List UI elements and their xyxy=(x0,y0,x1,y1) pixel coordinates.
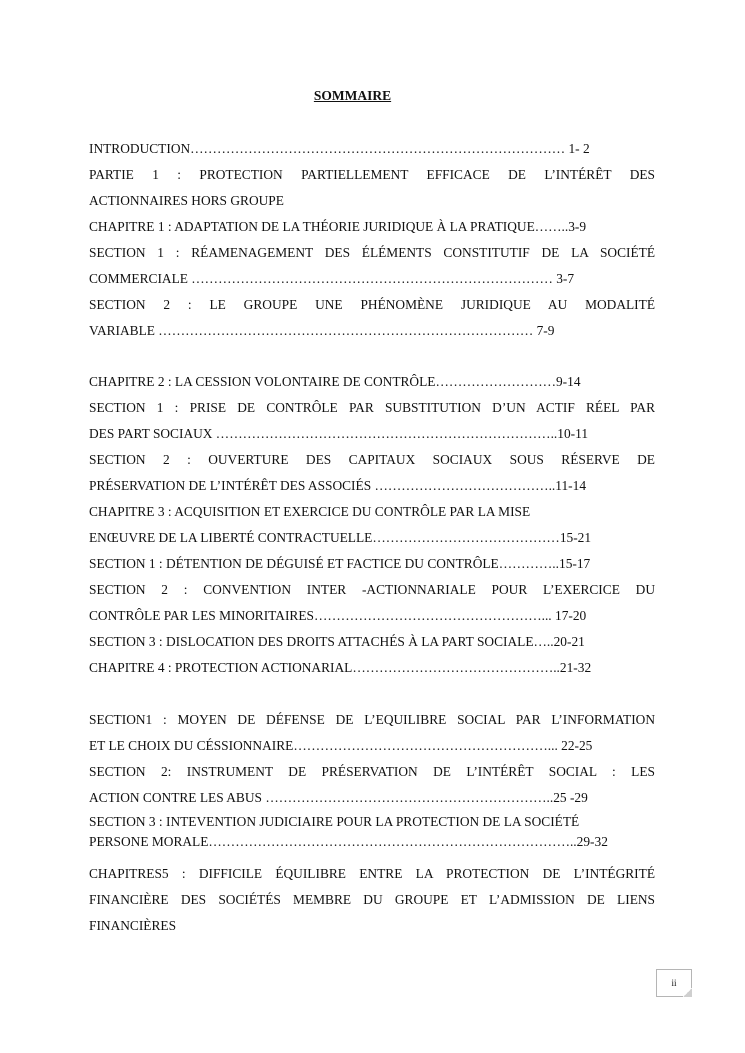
toc-line: SECTION 2 : OUVERTURE DES CAPITAUX SOCIAUX SOUS RÉSERVE DE xyxy=(89,452,655,467)
toc-line: PRÉSERVATION DE L’INTÉRÊT DES ASSOCIÉS …………………………………..11-14 xyxy=(89,478,587,493)
page-fold-corner xyxy=(683,988,692,997)
toc-line: SECTION 1 : DÉTENTION DE DÉGUISÉ ET FACTICE DU CONTRÔLE…………..15-17 xyxy=(89,556,591,571)
toc-line: SECTION 3 : DISLOCATION DES DROITS ATTACHÉS À LA PART SOCIALE…..20-21 xyxy=(89,634,585,649)
toc-line: VARIABLE ………………………………………………………………………… 7-9 xyxy=(89,323,555,338)
toc-line: CHAPITRE 3 : ACQUISITION ET EXERCICE DU CONTRÔLE PAR LA MISE xyxy=(89,504,531,519)
toc-line: SECTION1 : MOYEN DE DÉFENSE DE L’EQUILIBRE SOCIAL PAR L’INFORMATION xyxy=(89,712,655,727)
toc-line: ENŒUVRE DE LA LIBERTÉ CONTRACTUELLE……………………………………15-21 xyxy=(89,530,592,545)
toc-line: CHAPITRE 4 : PROTECTION ACTIONARIAL………………………………………..21-32 xyxy=(89,660,592,675)
toc-line: ACTIONNAIRES HORS GROUPE xyxy=(89,193,284,208)
toc-line: SECTION 2: INSTRUMENT DE PRÉSERVATION DE L’INTÉRÊT SOCIAL : LES xyxy=(89,764,655,779)
toc-line: CHAPITRE 1 : ADAPTATION DE LA THÉORIE JURIDIQUE À LA PRATIQUE……..3-9 xyxy=(89,219,587,234)
toc-line: SECTION 1 : PRISE DE CONTRÔLE PAR SUBSTITUTION D’UN ACTIF RÉEL PAR xyxy=(89,400,655,415)
toc-line: PARTIE 1 : PROTECTION PARTIELLEMENT EFFICACE DE L’INTÉRÊT DES xyxy=(89,167,655,182)
toc-line: SECTION 1 : RÉAMENAGEMENT DES ÉLÉMENTS CONSTITUTIF DE LA SOCIÉTÉ xyxy=(89,245,655,260)
toc-line: CHAPITRE 2 : LA CESSION VOLONTAIRE DE CONTRÔLE………………………9-14 xyxy=(89,374,581,389)
page-number-box xyxy=(656,969,692,997)
toc-line: FINANCIÈRE DES SOCIÉTÉS MEMBRE DU GROUPE ET L’ADMISSION DE LIENS xyxy=(89,892,655,907)
page-number: ii xyxy=(671,978,677,988)
toc-line: PERSONE MORALE………………………………………………………………………..29-32 xyxy=(89,834,608,849)
toc-line: ACTION CONTRE LES ABUS ………………………………………………………..25 -29 xyxy=(89,790,588,805)
toc-line: SECTION 2 : CONVENTION INTER -ACTIONNARIALE POUR L’EXERCICE DU xyxy=(89,582,655,597)
toc-line: FINANCIÈRES xyxy=(89,918,177,933)
toc-line: INTRODUCTION………………………………………………………………………… 1- 2 xyxy=(89,141,590,156)
toc-line: CHAPITRES5 : DIFFICILE ÉQUILIBRE ENTRE LA PROTECTION DE L’INTÉGRITÉ xyxy=(89,866,655,881)
toc-line: SECTION 3 : INTEVENTION JUDICIAIRE POUR LA PROTECTION DE LA SOCIÉTÉ xyxy=(89,814,580,829)
toc-line: CONTRÔLE PAR LES MINORITAIRES……………………………………………... 17-20 xyxy=(89,608,587,623)
toc-line: ET LE CHOIX DU CÉSSIONNAIRE…………………………………………………... 22-25 xyxy=(89,738,593,753)
toc-line: COMMERCIALE ……………………………………………………………………… 3-7 xyxy=(89,271,575,286)
toc-line: DES PART SOCIAUX …………………………………………………………………..10-11 xyxy=(89,426,589,441)
page-title: SOMMAIRE xyxy=(313,88,392,103)
toc-line: SECTION 2 : LE GROUPE UNE PHÉNOMÈNE JURIDIQUE AU MODALITÉ xyxy=(89,297,655,312)
